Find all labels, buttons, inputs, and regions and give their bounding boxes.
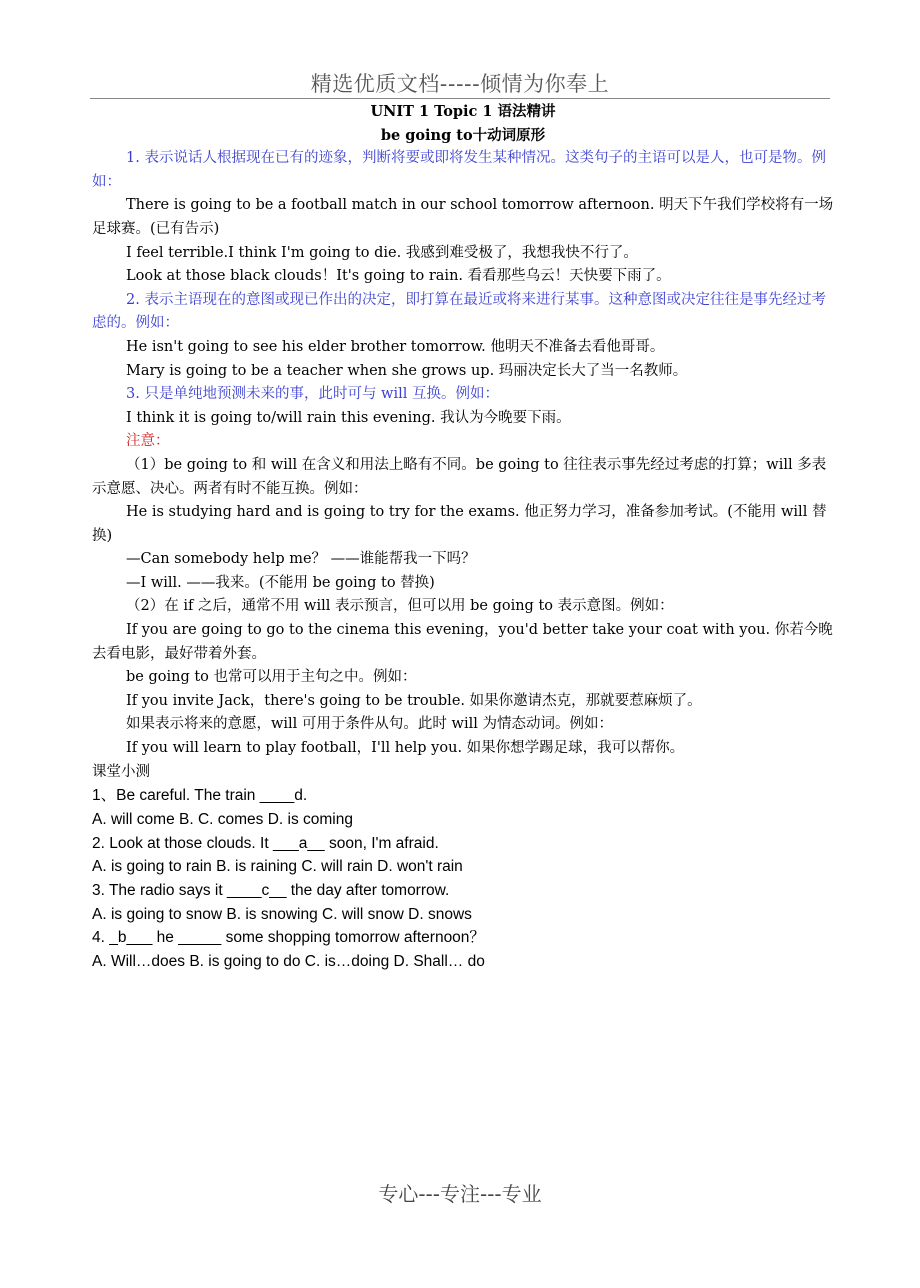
quiz-heading: 课堂小测: [92, 763, 150, 780]
quiz-options: A. is going to rain B. is raining C. will rain D. won't rain: [92, 858, 463, 876]
quiz-question: 4. _b___ he _____ some shopping tomorrow afternoon？: [92, 929, 485, 947]
paragraph: 如果表示将来的意愿，will 可用于条件从句。此时 will 为情态动词。例如：: [126, 716, 613, 733]
paragraph: —Can somebody help me？ ——谁能帮我一下吗？: [126, 551, 476, 568]
document-content: [92, 100, 834, 974]
quiz-options: A. is going to snow B. is snowing C. will snow D. snows: [92, 905, 472, 923]
grammar-body: [92, 147, 834, 760]
quiz-question: 1、Be careful. The train ____d.: [92, 787, 308, 805]
paragraph: Mary is going to be a teacher when she grows up. 玛丽决定长大了当一名教师。: [126, 362, 688, 379]
paragraph: If you are going to go to the cinema this evening，you'd better take your coat with you. 你若今晚去看电影，最好带着外套。: [92, 622, 833, 662]
paragraph: （2）在 if 之后，通常不用 will 表示预言，但可以用 be going to 表示意图。例如：: [126, 598, 674, 615]
quiz-question: 3. The radio says it ____c__ the day after tomorrow.: [92, 882, 450, 900]
quiz-options: A. Will…does B. is going to do C. is…doing D. Shall… do: [92, 953, 485, 971]
paragraph: He is studying hard and is going to try for the exams. 他正努力学习，准备参加考试。(不能用 will 替换): [92, 504, 827, 544]
quiz-question: 2. Look at those clouds. It ___a__ soon, I'm afraid.: [92, 834, 439, 852]
page-footer: 专心---专注---专业: [378, 1182, 542, 1206]
paragraph: —I will. ——我来。(不能用 be going to 替换): [126, 574, 435, 591]
paragraph: I think it is going to/will rain this evening. 我认为今晚要下雨。: [126, 409, 571, 426]
note-label: 注意：: [126, 433, 170, 450]
paragraph: If you will learn to play football，I'll help you. 如果你想学踢足球，我可以帮你。: [126, 740, 685, 757]
paragraph: I feel terrible.I think I'm going to die. 我感到难受极了，我想我快不行了。: [126, 244, 638, 261]
paragraph: （1）be going to 和 will 在含义和用法上略有不同。be going to 往往表示事先经过考虑的打算；will 多表示意愿、决心。两者有时不能互换。例如：: [92, 456, 827, 497]
paragraph: 3. 只是单纯地预测未来的事，此时可与 will 互换。例如：: [126, 386, 499, 403]
paragraph: Look at those black clouds！It's going to rain. 看看那些乌云！天快要下雨了。: [126, 268, 671, 285]
paragraph: If you invite Jack，there's going to be trouble. 如果你邀请杰克，那就要惹麻烦了。: [126, 692, 702, 709]
page-header: 精选优质文档-----倾情为你奉上: [310, 72, 610, 96]
paragraph: 2. 表示主语现在的意图或现已作出的决定，即打算在最近或将来进行某事。这种意图或决定往往是事先经过考虑的。例如：: [92, 291, 826, 332]
header-divider: [90, 98, 830, 99]
doc-subtitle: be going to十动词原形: [380, 126, 546, 144]
doc-title: UNIT 1 Topic 1 语法精讲: [370, 103, 556, 120]
paragraph: 1. 表示说话人根据现在已有的迹象，判断将要或即将发生某种情况。这类句子的主语可以是人，也可是物。例如：: [92, 150, 826, 190]
paragraph: be going to 也常可以用于主句之中。例如：: [126, 669, 417, 686]
paragraph: He isn't going to see his elder brother tomorrow. 他明天不准备去看他哥哥。: [126, 338, 665, 355]
paragraph: There is going to be a football match in our school tomorrow afternoon. 明天下午我们学校将有一场足球赛。(已有告示): [92, 197, 834, 237]
quiz-section: [92, 761, 834, 974]
quiz-options: A. will come B. C. comes D. is coming: [92, 810, 353, 828]
